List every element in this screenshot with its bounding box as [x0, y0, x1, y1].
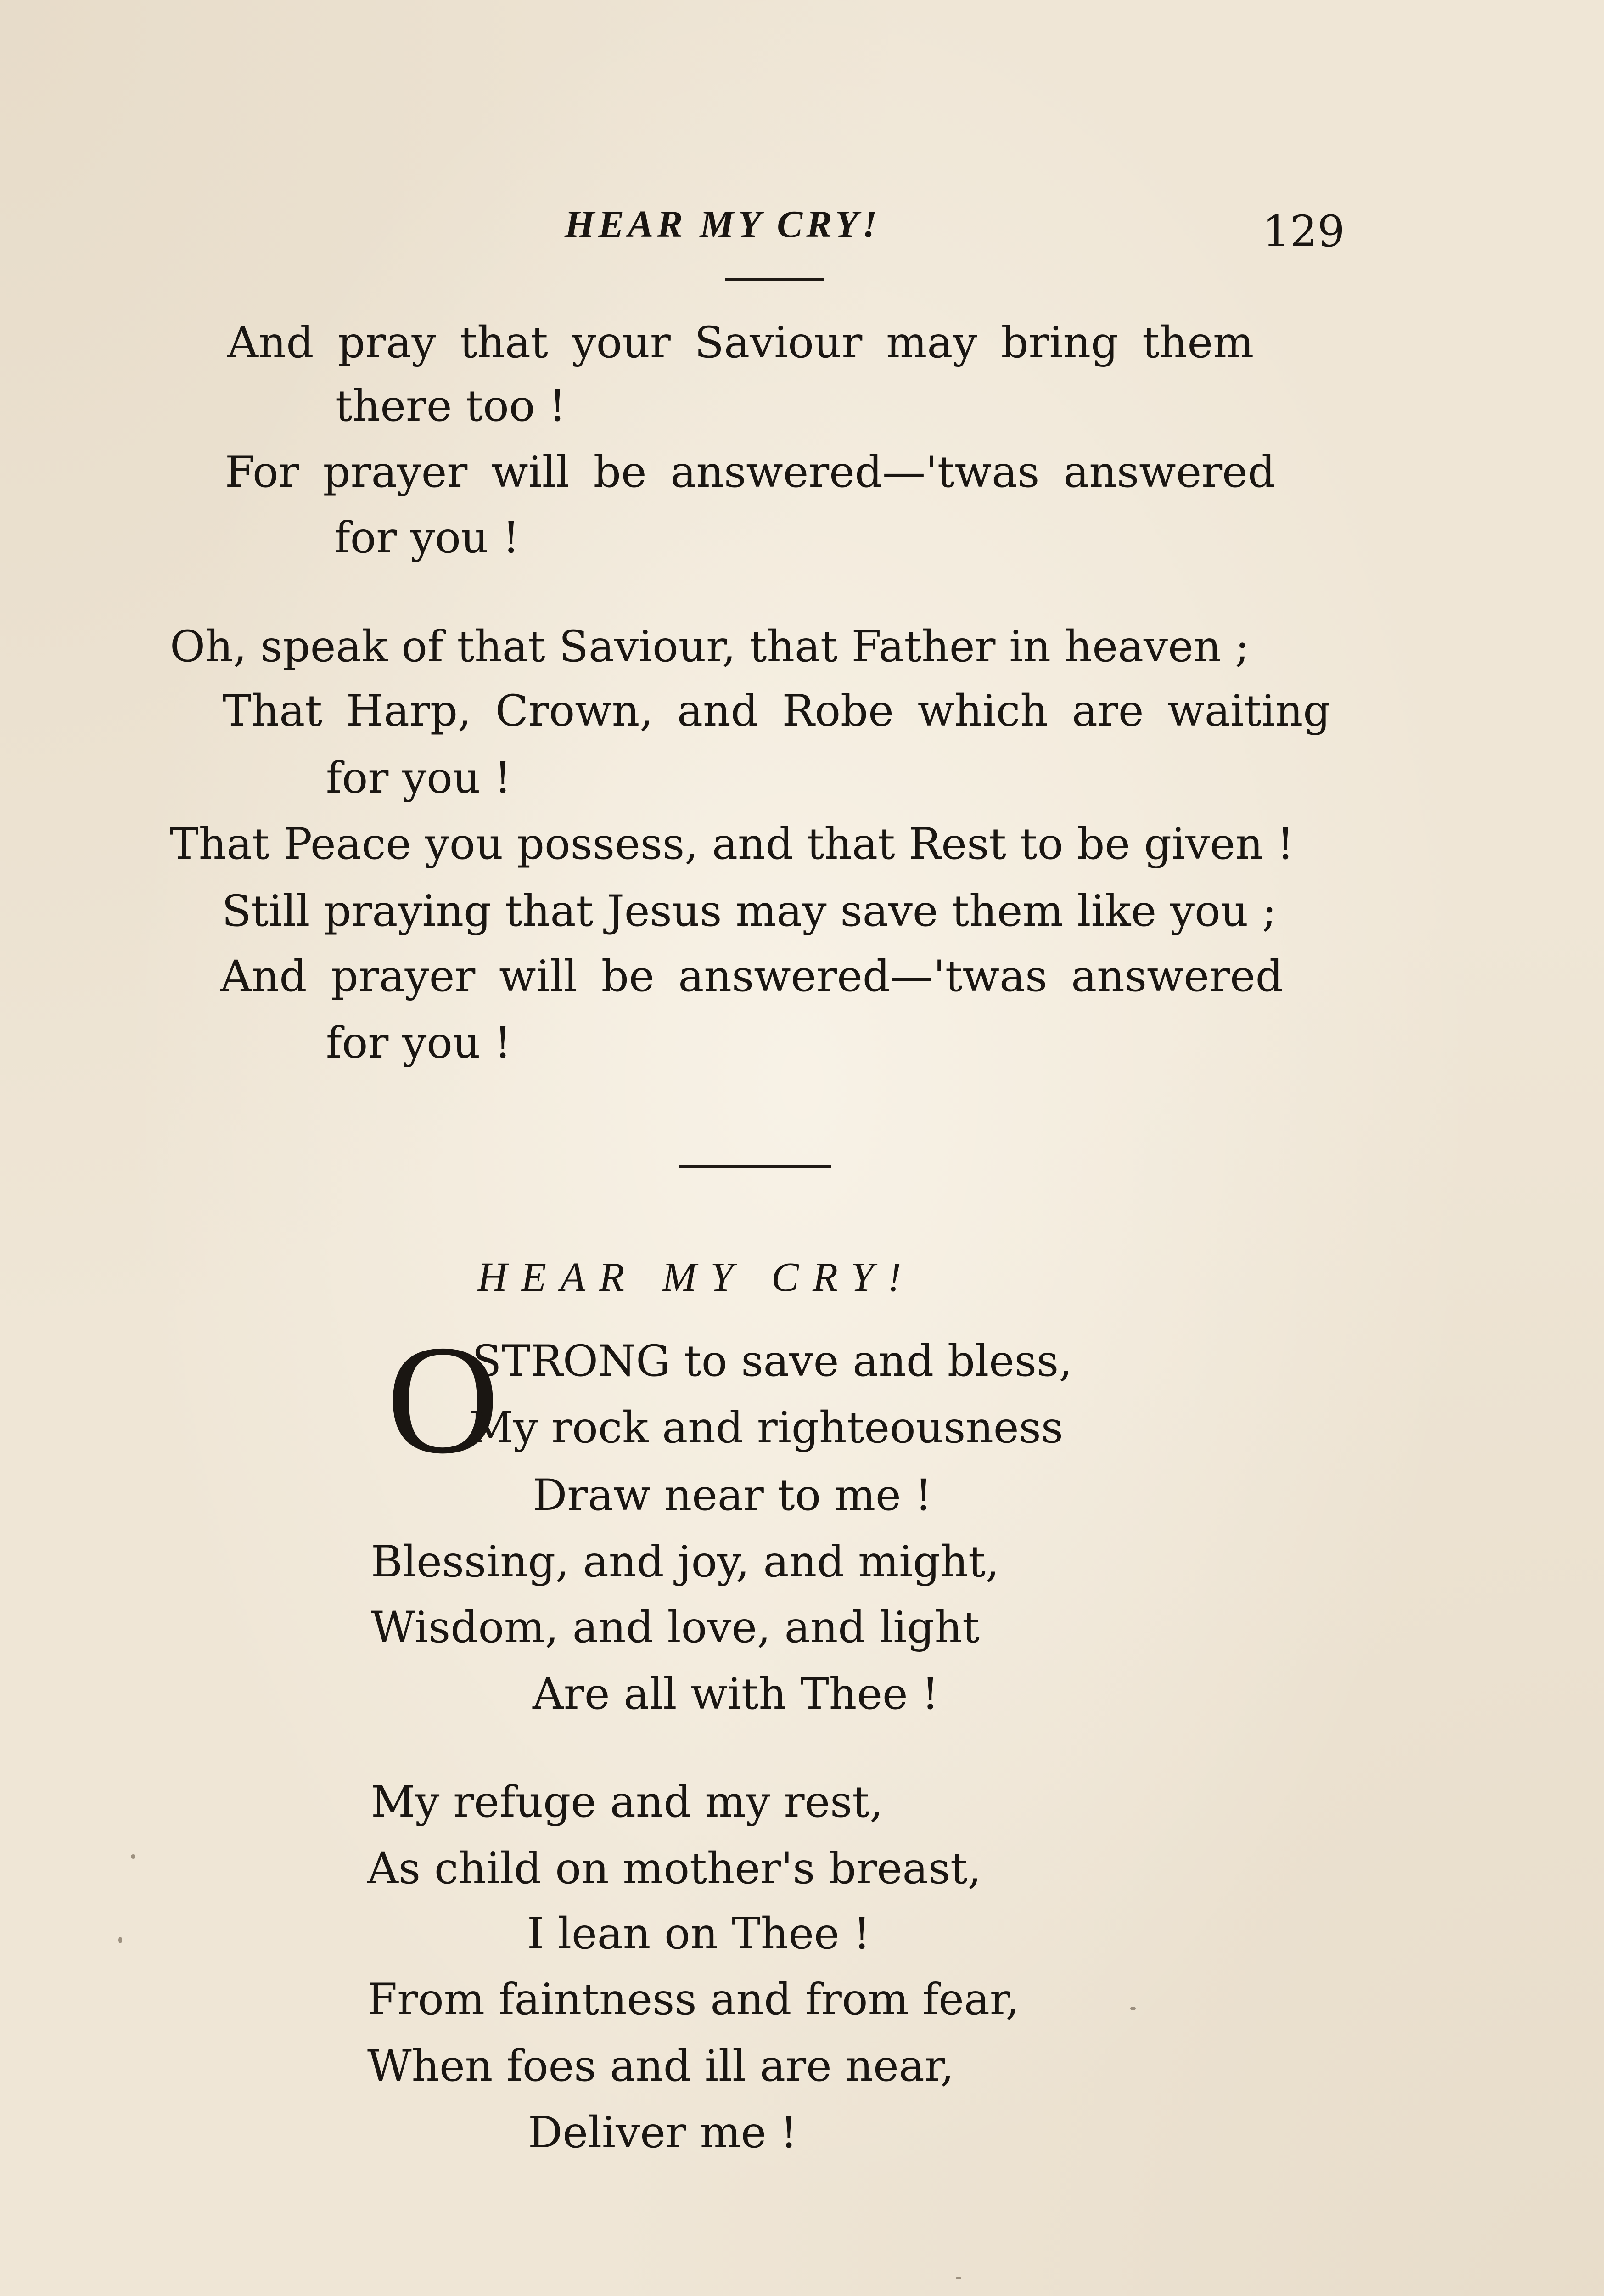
verse-line: STRONG to save and bless, — [472, 1336, 1073, 1386]
drop-cap: O — [387, 1313, 499, 1486]
verse-line: Are all with Thee ! — [533, 1669, 939, 1719]
verse-line: Blessing, and joy, and might, — [371, 1537, 999, 1587]
verse-line: I lean on Thee ! — [527, 1909, 871, 1959]
verse-line: Wisdom, and love, and light — [371, 1603, 980, 1653]
verse-line: My refuge and my rest, — [371, 1777, 884, 1827]
verse-line: And pray that your Saviour may bring them — [227, 318, 1254, 368]
verse-line: Oh, speak of that Saviour, that Father in heaven ; — [170, 622, 1250, 672]
paper-speck — [118, 1937, 122, 1943]
verse-line: Draw near to me ! — [533, 1470, 932, 1520]
verse-line: Deliver me ! — [528, 2108, 798, 2158]
poem-title: HEAR MY CRY! — [477, 1255, 915, 1300]
section-divider — [679, 1165, 831, 1168]
verse-line: for you ! — [326, 753, 512, 803]
running-title: HEAR MY CRY! — [565, 203, 881, 246]
title-rule — [725, 278, 824, 281]
verse-line: for you ! — [334, 513, 520, 563]
verse-line: Still praying that Jesus may save them like you ; — [222, 886, 1277, 936]
verse-line: That Peace you possess, and that Rest to be given ! — [170, 819, 1295, 869]
paper-speck — [1130, 2007, 1136, 2010]
verse-line: From faintness and from fear, — [367, 1975, 1020, 2025]
paper-speck — [131, 1854, 135, 1859]
verse-line: My rock and righteousness — [469, 1403, 1064, 1453]
verse-line: For prayer will be answered—'twas answered — [225, 447, 1275, 497]
verse-line: for you ! — [326, 1018, 512, 1068]
verse-line: there too ! — [335, 381, 566, 431]
verse-line: That Harp, Crown, and Robe which are waiting — [223, 686, 1331, 736]
page-number: 129 — [1262, 207, 1345, 257]
verse-line: When foes and ill are near, — [367, 2041, 954, 2091]
verse-line: And prayer will be answered—'twas answered — [220, 951, 1283, 1002]
verse-line: As child on mother's breast, — [367, 1844, 981, 1894]
paper-speck — [956, 2277, 961, 2279]
